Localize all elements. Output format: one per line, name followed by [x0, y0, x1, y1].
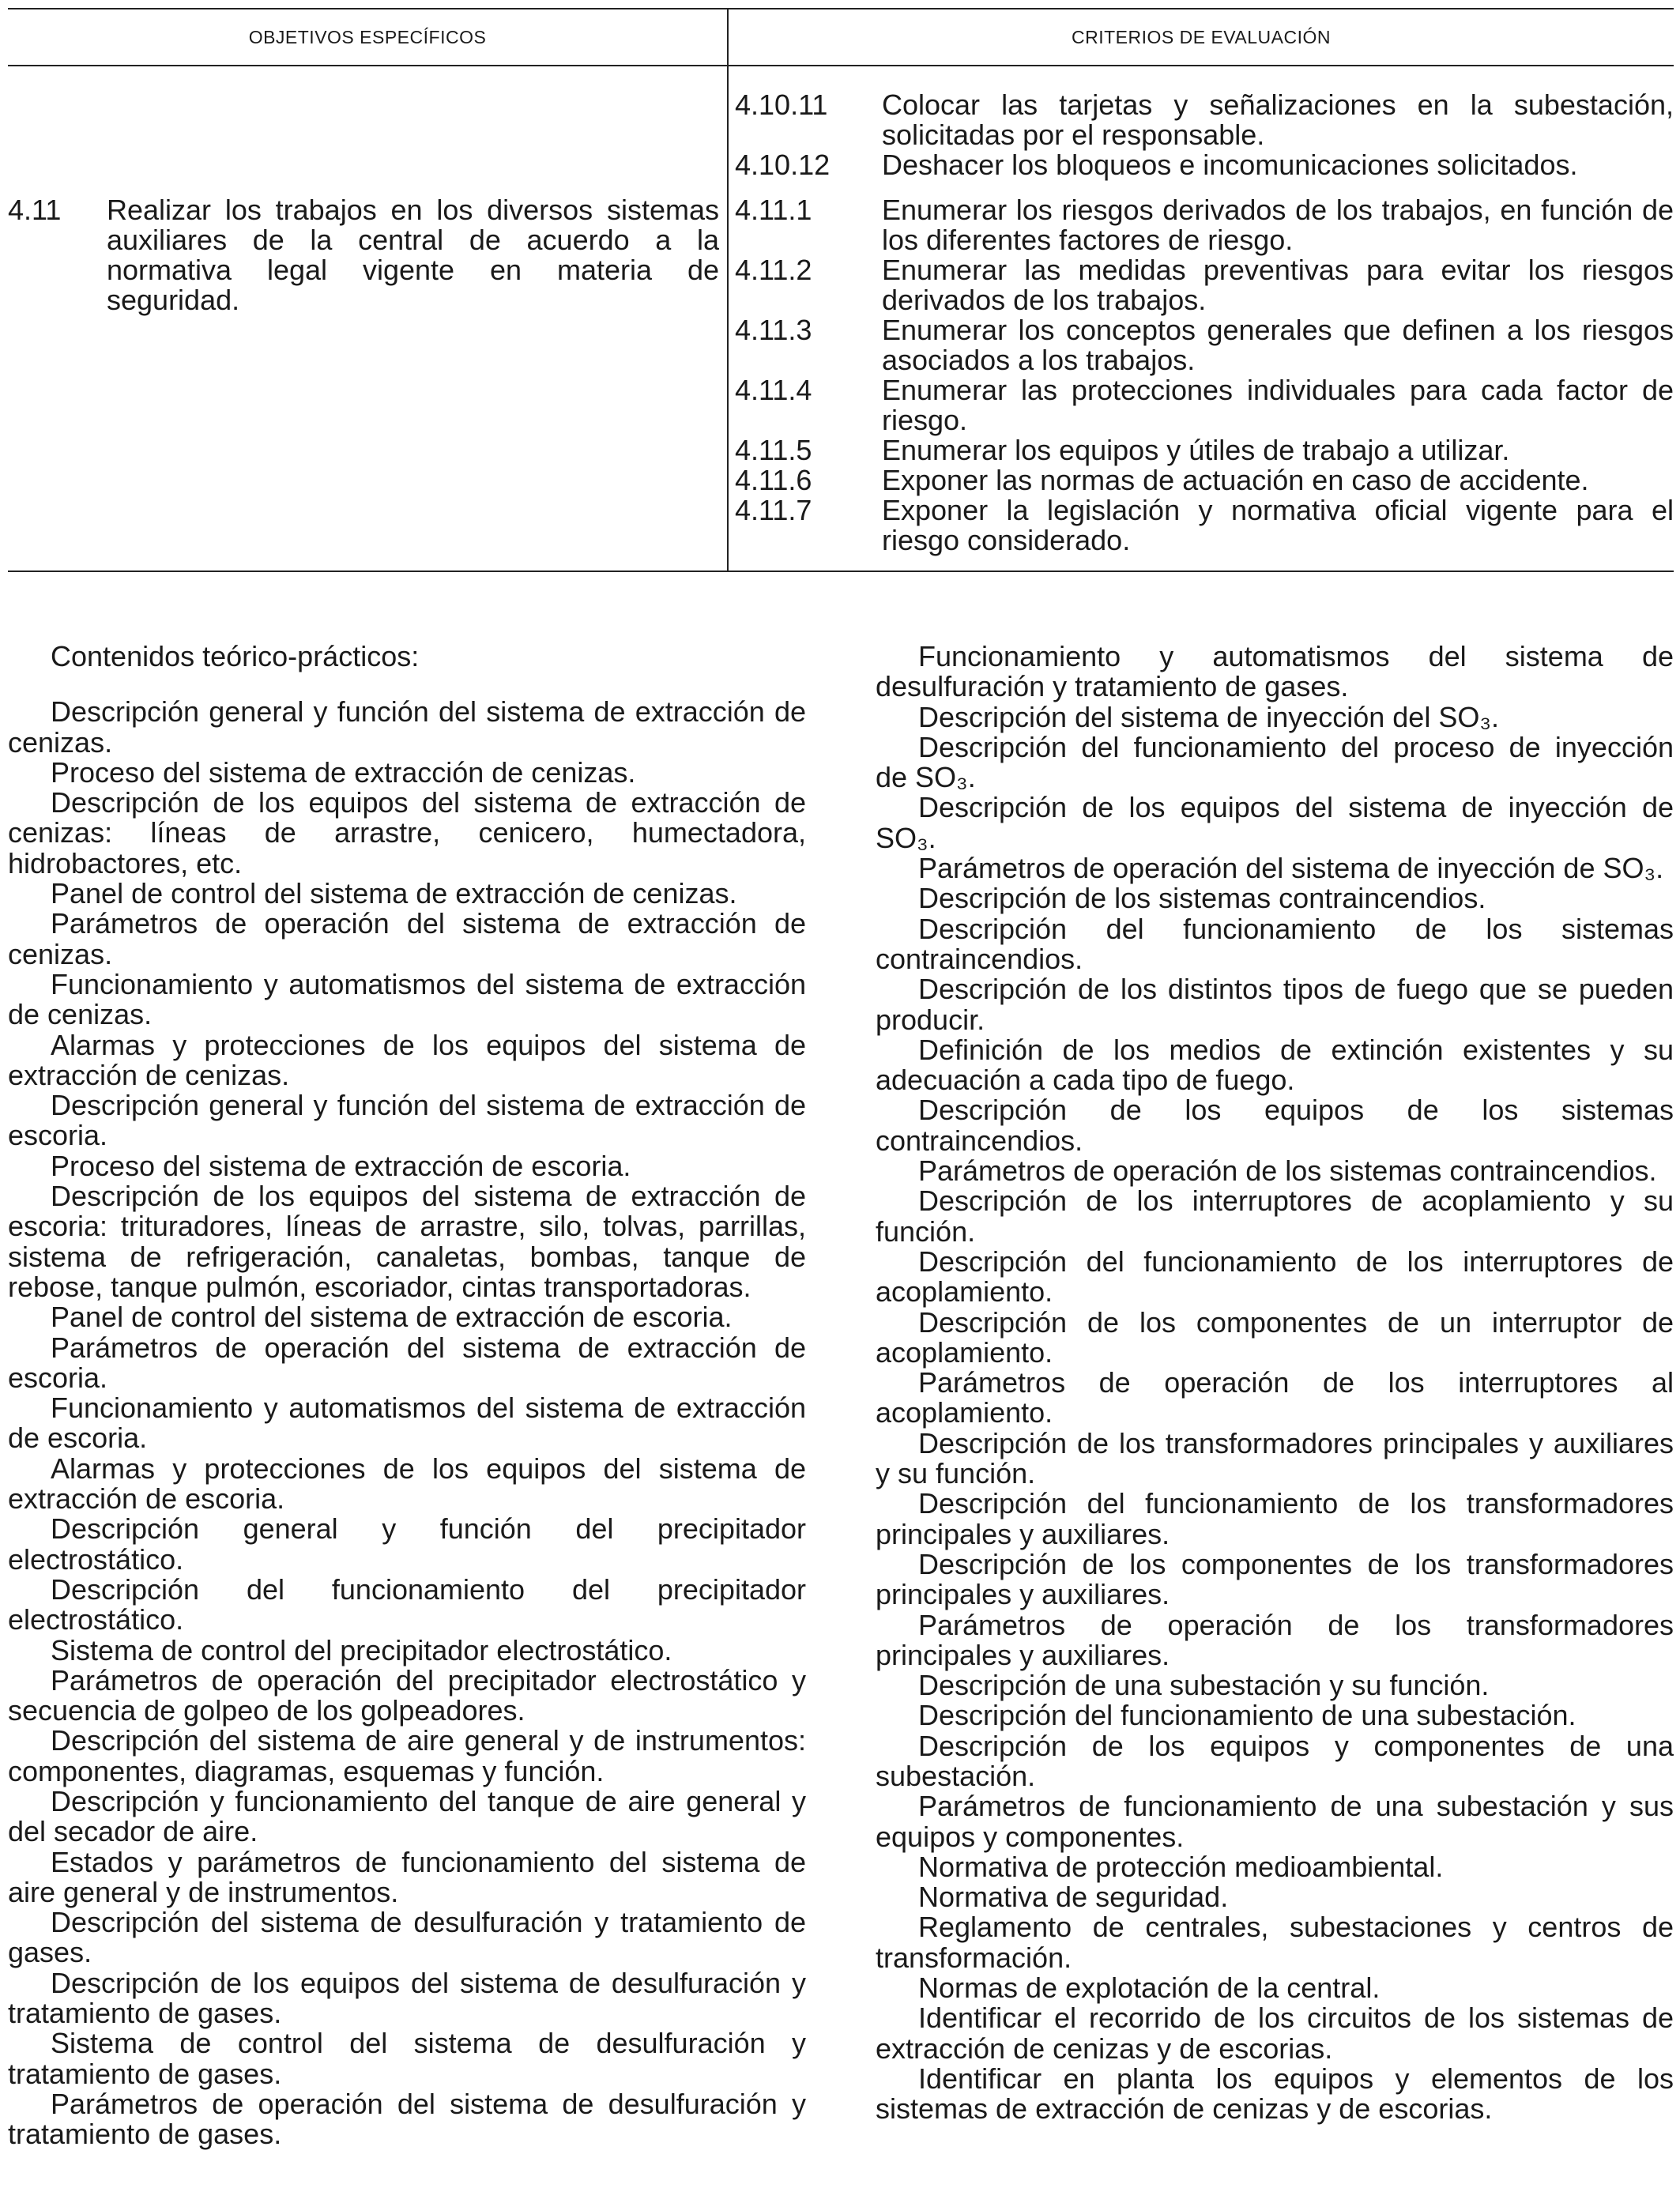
content-paragraph: Parámetros de operación de los sistemas contraincendios. [918, 1154, 1657, 1188]
content-paragraph: Alarmas y protecciones de los equipos del sistema de extracción de cenizas. [8, 1028, 806, 1091]
content-paragraph: Panel de control del sistema de extracción de escoria. [51, 1301, 733, 1334]
content-paragraph: Funcionamiento y automatismos del sistema de extracción de escoria. [8, 1392, 806, 1455]
criterion-number: 4.11.2 [735, 254, 812, 286]
content-paragraph: Normativa de seguridad. [918, 1881, 1229, 1914]
content-paragraph: Descripción del funcionamiento de los sistemas contraincendios. [876, 912, 1674, 975]
content-paragraph: Descripción de los equipos de los sistemas contraincendios. [876, 1094, 1674, 1157]
criterion-text: Enumerar los conceptos generales que definen a los riesgos asociados a los trabajos. [882, 314, 1674, 376]
objective-number: 4.11 [8, 194, 62, 226]
content-paragraph: Descripción de los equipos del sistema de extracción de escoria: trituradores, líneas de arrastre, silo, tolvas, parrillas, sistema de refrigeración, canaletas, bombas, tanque de rebose, tanque pulmón, escoriador, cintas transportadoras. [8, 1180, 806, 1303]
content-paragraph: Descripción de los componentes de un interruptor de acoplamiento. [876, 1305, 1674, 1369]
content-paragraph: Proceso del sistema de extracción de escoria. [51, 1149, 631, 1182]
criterion-number: 4.11.1 [735, 194, 812, 226]
header-criterios: CRITERIOS DE EVALUACIÓN [1071, 27, 1332, 47]
criterion-number: 4.11.6 [735, 464, 812, 496]
content-paragraph: Descripción del funcionamiento de los transformadores principales y auxiliares. [876, 1487, 1674, 1550]
content-paragraph: Descripción general y función del sistema de extracción de escoria. [8, 1089, 806, 1152]
content-paragraph: Parámetros de operación de los transformadores principales y auxiliares. [876, 1608, 1674, 1671]
criterion-text: Enumerar los riesgos derivados de los trabajos, en función de los diferentes factores de riesgo. [882, 194, 1674, 256]
content-paragraph: Parámetros de operación del sistema de desulfuración y tratamiento de gases. [8, 2087, 806, 2151]
criterion-text: Enumerar los equipos y útiles de trabajo a utilizar. [882, 434, 1510, 466]
content-paragraph: Descripción de los transformadores principales y auxiliares y su función. [876, 1426, 1674, 1490]
content-paragraph: Identificar en planta los equipos y elementos de los sistemas de extracción de cenizas y de escorias. [876, 2062, 1674, 2126]
content-paragraph: Funcionamiento y automatismos del sistema de extracción de cenizas. [8, 967, 806, 1031]
criterion-text: Exponer la legislación y normativa oficial vigente para el riesgo considerado. [882, 494, 1674, 556]
content-paragraph: Proceso del sistema de extracción de cenizas. [51, 755, 636, 789]
content-paragraph: Descripción del funcionamiento de los interruptores de acoplamiento. [876, 1245, 1674, 1309]
content-paragraph: Alarmas y protecciones de los equipos del sistema de extracción de escoria. [8, 1452, 806, 1516]
section-heading: Contenidos teórico-prácticos: [51, 640, 420, 672]
criterion-number: 4.11.7 [735, 494, 812, 526]
objective-text: Realizar los trabajos en los diversos sistemas auxiliares de la central de acuerdo a la normativa legal vigente en materia de seguridad. [107, 194, 719, 316]
column-divider [727, 9, 729, 571]
content-paragraph: Descripción de los equipos y componentes de una subestación. [876, 1729, 1674, 1792]
content-paragraph: Descripción de una subestación y su función. [918, 1669, 1490, 1702]
content-column-right [876, 642, 1674, 2125]
content-column-left [8, 642, 806, 2150]
content-paragraph: Parámetros de operación del sistema de extracción de cenizas. [8, 907, 806, 970]
content-paragraph: Descripción general y función del sistema de extracción de cenizas. [8, 695, 806, 759]
content-paragraph: Estados y parámetros de funcionamiento del sistema de aire general y de instrumentos. [8, 1845, 806, 1908]
criteria-table [8, 8, 1674, 572]
content-paragraph: Sistema de control del sistema de desulfuración y tratamiento de gases. [8, 2027, 806, 2090]
content-paragraph: Descripción del funcionamiento de una subestación. [918, 1699, 1576, 1732]
content-paragraph: Identificar el recorrido de los circuitos de los sistemas de extracción de cenizas y de escorias. [876, 2002, 1674, 2065]
criterion-text: Enumerar las medidas preventivas para evitar los riesgos derivados de los trabajos. [882, 254, 1674, 316]
content-paragraph: Descripción y funcionamiento del tanque de aire general y del secador de aire. [8, 1784, 806, 1848]
criterion-number: 4.11.5 [735, 434, 812, 466]
criterion-number: 4.11.4 [735, 374, 812, 406]
content-paragraph: Descripción del funcionamiento del precipitador electrostático. [8, 1572, 806, 1636]
content-paragraph: Normas de explotación de la central. [918, 1971, 1381, 2005]
content-paragraph: Descripción de los componentes de los transformadores principales y auxiliares. [876, 1547, 1674, 1611]
content-paragraph: Descripción de los equipos del sistema de desulfuración y tratamiento de gases. [8, 1966, 806, 2030]
criterion-text: Deshacer los bloqueos e incomunicaciones solicitados. [882, 149, 1578, 181]
content-paragraph: Descripción de los equipos del sistema de extracción de cenizas: líneas de arrastre, cenicero, humectadora, hidrobactores, etc. [8, 786, 806, 879]
content-paragraph: Reglamento de centrales, subestaciones y centros de transformación. [876, 1911, 1674, 1974]
criterion-number: 4.11.3 [735, 314, 812, 346]
criterion-number: 4.10.11 [735, 88, 828, 121]
content-paragraph: Sistema de control del precipitador electrostático. [51, 1633, 672, 1666]
table-header [8, 9, 1674, 66]
criterion-number: 4.10.12 [735, 149, 831, 181]
content-paragraph: Descripción general y función del precipitador electrostático. [8, 1512, 806, 1576]
content-paragraph: Descripción del funcionamiento del proceso de inyección de SO₃. [876, 730, 1674, 794]
content-paragraph: Descripción del sistema de aire general y de instrumentos: componentes, diagramas, esquemas y función. [8, 1724, 806, 1787]
content-paragraph: Definición de los medios de extinción existentes y su adecuación a cada tipo de fuego. [876, 1033, 1674, 1097]
criterion-text: Exponer las normas de actuación en caso de accidente. [882, 464, 1589, 496]
criterion-text: Enumerar las protecciones individuales para cada factor de riesgo. [882, 374, 1674, 436]
content-paragraph: Funcionamiento y automatismos del sistema de desulfuración y tratamiento de gases. [876, 640, 1674, 703]
content-paragraph: Panel de control del sistema de extracción de cenizas. [51, 877, 737, 910]
criterion-text: Colocar las tarjetas y señalizaciones en la subestación, solicitadas por el responsable. [882, 88, 1674, 151]
content-paragraph: Descripción del sistema de inyección del SO₃. [918, 700, 1499, 733]
content-paragraph: Descripción de los interruptores de acoplamiento y su función. [876, 1184, 1674, 1248]
content-paragraph: Descripción del sistema de desulfuración y tratamiento de gases. [8, 1906, 806, 1969]
content-paragraph: Descripción de los sistemas contraincendios. [918, 882, 1486, 915]
content-paragraph: Descripción de los distintos tipos de fuego que se pueden producir. [876, 973, 1674, 1036]
header-objetivos: OBJETIVOS ESPECÍFICOS [248, 27, 487, 47]
content-paragraph: Parámetros de operación del sistema de inyección de SO₃. [918, 852, 1664, 885]
content-paragraph: Parámetros de operación del sistema de extracción de escoria. [8, 1331, 806, 1394]
content-paragraph: Parámetros de operación del precipitador electrostático y secuencia de golpeo de los golpeadores. [8, 1663, 806, 1727]
content-paragraph: Parámetros de operación de los interruptores al acoplamiento. [876, 1366, 1674, 1429]
content-paragraph: Normativa de protección medioambiental. [918, 1850, 1444, 1883]
content-paragraph: Descripción de los equipos del sistema de inyección de SO₃. [876, 791, 1674, 854]
content-paragraph: Parámetros de funcionamiento de una subestación y sus equipos y componentes. [876, 1790, 1674, 1853]
